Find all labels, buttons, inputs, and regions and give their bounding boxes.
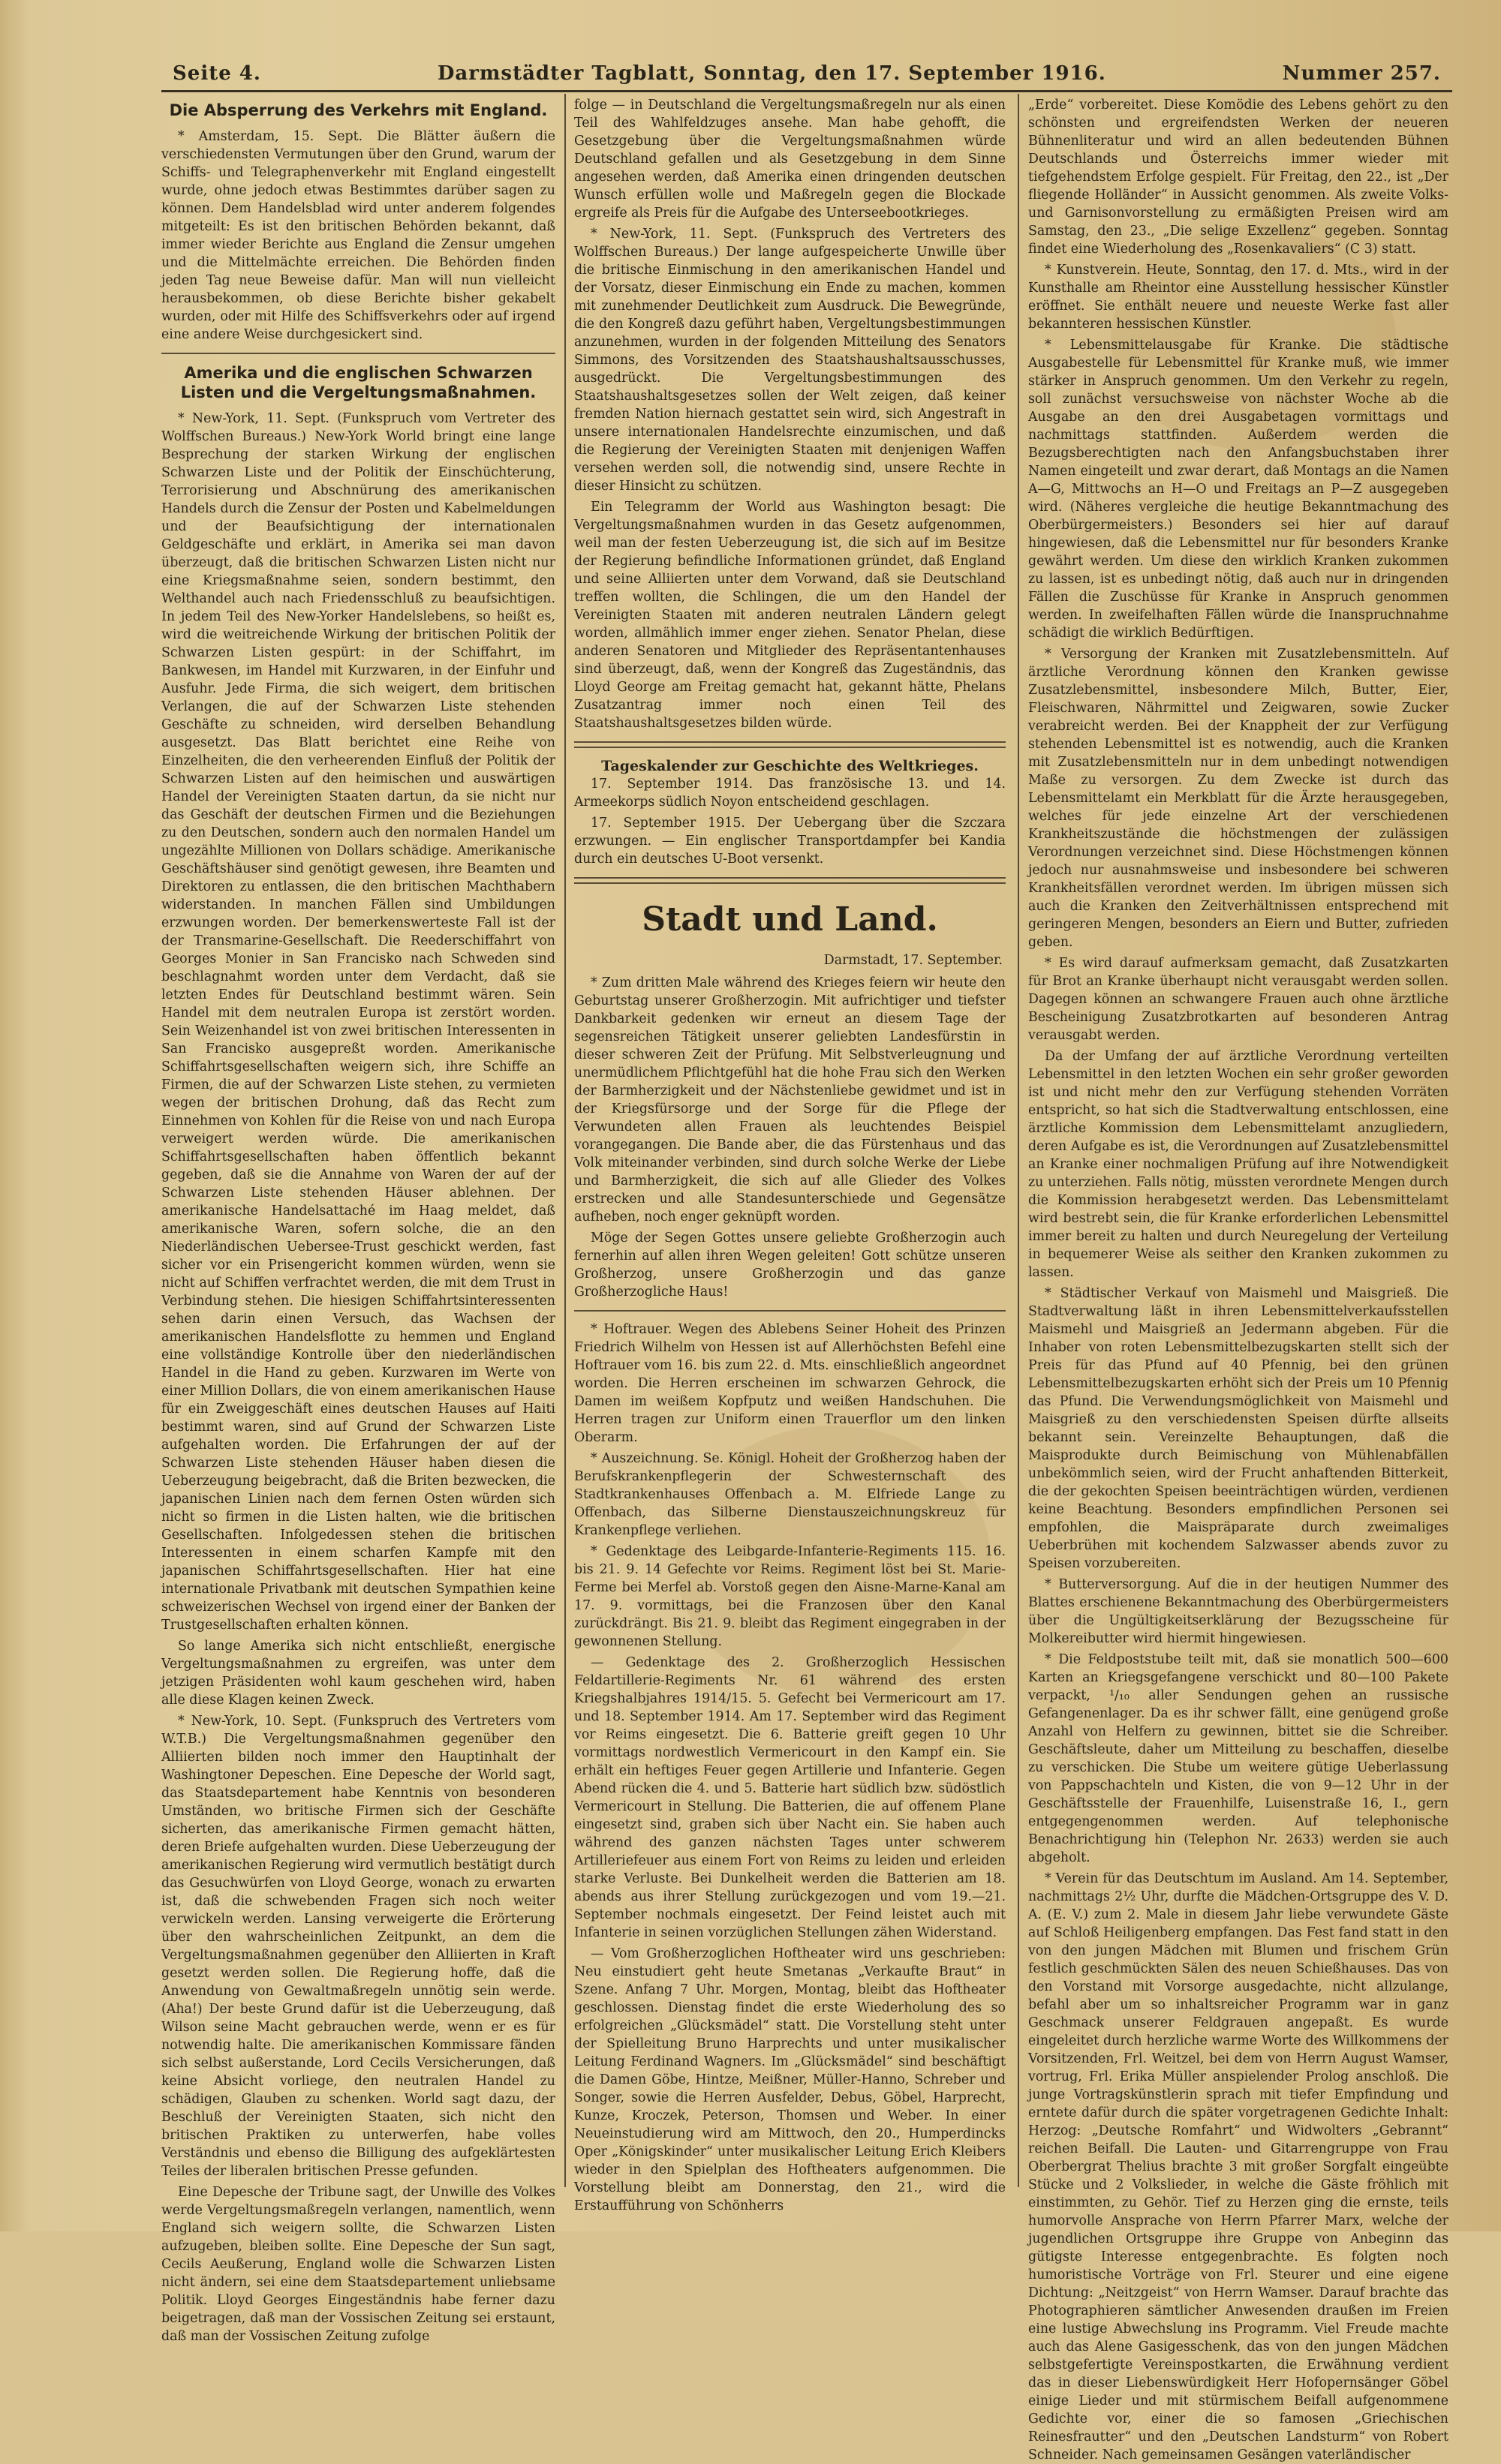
article-paragraph: — Gedenktage des 2. Großherzoglich Hessischen Feldartillerie-Regiments Nr. 61 während des ersten Kriegshalbjahres 1914/15. 5. Gefecht bei Vermericourt am 17. und 18. September 1914. Am 17. September wird das Regiment vor Reims eingesetzt. Die 6. Batterie greift gegen 10 Uhr vormittags nordwestlich Vermericourt in den Kampf ein. Sie erhält ein heftiges Feuer gegen Artillerie und Infanterie. Gegen Abend rücken die 4. und 5. Batterie hart südlich bzw. südöstlich Vermericourt in Stellung. Die Batterien, die auf offenem Plane eingesetzt sind, graben sich über Nacht ein. Sie haben auch während des ganzen nächsten Tages unter schwerem Artilleriefeuer aus einem Fort von Reims zu leiden und erleiden starke Verluste. Bei Dunkelheit werden die Batterien am 18. abends aus ihrer Stellung zurückgezogen und vom 19.—21. September nochmals eingesetzt. Der Feind leistet auch mit Infanterie in seinen vorzüglichen Stellungen zähen Widerstand. [574,1655,1006,1940]
article-paragraph: * Lebensmittelausgabe für Kranke. Die städtische Ausgabestelle für Lebensmittel für Kranke muß, wie immer stärker in Anspruch genommen. Um den Verkehr zu regeln, soll zunächst versuchsweise von nächster Woche ab die Ausgabe an den drei Ausgabetagen vormittags und nachmittags stattfinden. Außerdem werden die Bezugsberechtigten nach den Anfangsbuchstaben ihrer Namen eingeteilt und zwar derart, daß Montags an die Namen A—G, Mittwochs an H—O und Freitags an P—Z ausgegeben wird. (Näheres vergleiche die heutige Bekanntmachung des Oberbürgermeisters.) Besonders sei hier auf darauf hingewiesen, daß die Lebensmittel nur für besonders Kranke gewährt werden. Um diese den wirklich Kranken zukommen zu lassen, ist es unbedingt nötig, daß auch nur in dringenden Fällen die Zuschüsse für Kranke in Anspruch genommen werden. In zweifelhaften Fällen würde die Inanspruchnahme schädigt die wirklich Bedürftigen. [1028,338,1448,641]
section-title: Stadt und Land. [642,900,938,939]
article-paragraph: Ein Telegramm der World aus Washington besagt: Die Vergeltungsmaßnahmen wurden in das Gesetz aufgenommen, weil man der festen Ueberzeugung ist, die sich auf im Besitze der Regierung befindliche Informationen gründet, daß England und seine Alliierten unter dem Vorwand, daß sie Deutschland treffen wollten, die Schlingen, die um den Handel der Vereinigten Staaten mit anderen neutralen Ländern gelegt worden, allmählich immer enger ziehen. Senator Phelan, diese anderen Senatoren und Mitglieder des Repräsentantenhauses sind überzeugt, daß, wenn der Kongreß das Zugeständnis, das Lloyd George am Freitag gemacht hat, gekannt hätte, Phelans Zusatzantrag immer noch einen Teil des Staatshaushaltsgesetzes bilden würde. [574,500,1006,731]
article-paragraph: * New-York, 10. Sept. (Funkspruch des Vertreters vom W.T.B.) Die Vergeltungsmaßnahmen gegenüber den Alliierten bilden noch immer den Hauptinhalt der Washingtoner Depeschen. Eine Depesche der World sagt, das Staatsdepartement habe Kenntnis von besonderen Umständen, wo britische Firmen sich der Geschäfte sicherten, das amerikanische Firmen gemacht hätten, deren Briefe aufgehalten wurden. Diese Ueberzeugung der amerikanischen Regierung wird vermutlich bestätigt durch das Gesuchwürfen von Lloyd George, wonach zu erwarten ist, daß die schwebenden Fragen sich noch weiter verwickeln werden. Lansing verweigerte die Erörterung über den wahrscheinlichen Zeitpunkt, an dem die Vergeltungsmaßnahmen gegenüber den Alliierten in Kraft gesetzt werden sollen. Die Regierung hoffe, daß die Anwendung von Gewaltmaßregeln unnötig sein werde. (Aha!) Der beste Grund dafür ist die Ueberzeugung, daß Wilson seine Macht gebrauchen werde, wenn er es für notwendig halte. Die amerikanischen Kommissare fänden sich selbst außerstande, Lord Cecils Versicherungen, daß keine Absicht vorliege, den neutralen Handel zu schädigen, Glauben zu schenken. World sagt dazu, der Beschluß der Vereinigten Staaten, sich nicht den britischen Praktiken zu unterwerfen, habe volles Verständnis und ebenso die Billigung des aufgeklärtesten Teiles der liberalen britischen Presse gefunden. [161,1714,555,2179]
article-paragraph: Da der Umfang der auf ärztliche Verordnung verteilten Lebensmittel in den letzten Wochen ein sehr großer geworden ist und nicht mehr den zur Verfügung stehenden Vorräten entspricht, so hat sich die Stadtverwaltung entschlossen, eine ärztliche Kommission dem Lebensmittelamt anzugliedern, deren Aufgabe es ist, die Verordnungen auf Zusatzlebensmittel an Kranke einer nochmaligen Prüfung auf ihre Notwendigkeit zu unterziehen. Falls nötig, müssten verordnete Mengen durch die Kommission herabgesetzt werden. Das Lebensmittelamt wird bestrebt sein, die für Kranke erforderlichen Lebensmittel immer bereit zu halten und durch Neuregelung der Verteilung in bequemerer Weise als seither den Kranken zukommen zu lassen. [1028,1049,1448,1280]
article-paragraph: Eine Depesche der Tribune sagt, der Unwille des Volkes werde Vergeltungsmaßregeln verlangen, namentlich, wenn England sich weigern sollte, die Schwarzen Listen aufzugeben, bleiben sollte. Eine Depesche der Sun sagt, Cecils Aeußerung, England wolle die Schwarzen Listen nicht ändern, sei eine dem Staatsdepartement unliebsame Politik. Lloyd Georges Eingeständnis habe ferner dazu beigetragen, daß man der Vossischen Zeitung sei erstaunt, daß man der Vossischen Zeitung zufolge [161,2185,555,2344]
war-calendar-entry: 17. September 1915. Der Uebergang über die Szczara erzwungen. — Ein englischer Transportdampfer bei Kandia durch ein deutsches U-Boot versenkt. [574,816,1006,867]
article-paragraph: Möge der Segen Gottes unsere geliebte Großherzogin auch fernerhin auf allen ihren Wegen geleiten! Gott schütze unseren Großherzog, unsere Großherzogin und das ganze Großherzogliche Haus! [574,1230,1006,1300]
article-paragraph: * Zum dritten Male während des Krieges feiern wir heute den Geburtstag unserer Großherzogin. Mit aufrichtiger und tiefster Dankbarkeit gedenken wir erneut an diesem Tage der segensreichen Tätigkeit unserer geliebten Landesfürstin in dieser schweren Zeit der Prüfung. Mit Selbstverleugnung und unermüdlichem Pflichtgefühl hat die hohe Frau sich den Werken der Barmherzigkeit und der Nächstenliebe gewidmet und ist in der Kriegsfürsorge und der Sorge für die Pflege der Verwundeten allen Frauen als leuchtendes Beispiel vorangegangen. Die Bande aber, die das Fürstenhaus und das Volk miteinander verbinden, sind durch solche Werke der Liebe und Barmherzigkeit, die sich auf alle Glieder des Volkes erstrecken und alle Standesunterschiede und Gegensätze aufheben, noch enger geknüpft worden. [574,975,1006,1224]
column-2 [574,96,1006,2213]
article-paragraph: „Erde“ vorbereitet. Diese Komödie des Lebens gehört zu den schönsten und ergreifendsten Werken der neueren Bühnenliteratur und wird an allen bedeutenden Bühnen Deutschlands und Österreichs immer wieder mit tiefgehendstem Erfolge gespielt. Für Freitag, den 22., ist „Der fliegende Holländer“ in Aussicht genommen. Als zweite Volks- und Garnisonvorstellung zu ermäßigten Preisen wird am Samstag, den 23., „Die selige Exzellenz“ gegeben. Sonntag findet eine Wiederholung des „Rosenkavaliers“ (C 3) statt. [1028,98,1448,257]
article-paragraph: * Verein für das Deutschtum im Ausland. Am 14. September, nachmittags 2½ Uhr, durfte die Mädchen-Ortsgruppe des V. D. A. (E. V.) zum 2. Male in diesem Jahr liebe verwundete Gäste auf Schloß Heiligenberg empfangen. Das Fest fand statt in den von den jungen Mädchen mit Blumen und frischem Grün festlich geschmückten Sälen des neuen Schießhauses. Das von den Vorstand mit Vorsorge ausgedachte, nicht allzulange, befahl aber um so inhaltsreicher Programm war in ganz Geschmack unserer Feldgrauen angepaßt. Es wurde eingeleitet durch herzliche warme Worte des Willkommens der Vorsitzenden, Frl. Weitzel, bei dem von Herrn August Wamser, vortrug, Frl. Erika Müller anspielender Prolog anschloß. Die junge Vortragskünstlerin sprach mit tiefer Empfindung und erntete dafür durch die später vorgetragenen Gedichte Inhalt: Herzog: „Deutsche Romfahrt“ und Widwolters „Gebrannt“ reichen Beifall. Die Lauten- und Gitarrengruppe von Frau Oberbergrat Thelius brachte 3 mit großer Sorgfalt eingeübte Stücke und 2 Volkslieder, in welche die Gäste fröhlich mit einstimmten, zu Gehör. Tief zu Herzen ging die ernste, teils humorvolle Ansprache von Herrn Pfarrer Marx, welche der jugendlichen Ortsgruppe ihre Gruppe von Anbeginn das gütigste Interesse entgegenbrachte. Es folgten noch humoristische Vorträge von Frl. Steurer und eine eigene Dichtung: „Neitzgeist“ von Herrn Wamser. Darauf brachte das Photographieren sämtlicher Anwesenden draußen im Freien eine lustige Abwechslung ins Programm. Viel Freude machte auch das Alene Gasigesschenk, das von den jungen Mädchen selbstgefertigte Vereinspostkarten, die Erwähnung verdient das in dieser Liebenswürdigkeit Herr Hofopernsänger Göbel einige Lieder und mit stürmischem Beifall aufgenommene Gedichte vor, einer die so famosen „Griechischen Reinesfrautter“ und den „Deutschen Landsturm“ von Robert Schneider. Nach gemeinsamen Gesängen vaterländischer [1028,1871,1448,2462]
article-paragraph: * Versorgung der Kranken mit Zusatzlebensmitteln. Auf ärztliche Verordnung können den Kranken gewisse Zusatzlebensmittel, insbesondere Milch, Butter, Eier, Fleischwaren, Nährmittel und Zeigwaren, sowie Zucker verabreicht werden. Bei der Knappheit der zur Verfügung stehenden Lebensmittel ist es notwendig, auch die Kranken mit Zusatzlebensmitteln nur in dem unbedingt notwendigen Maße zu versorgen. Zu dem Zwecke ist durch das Lebensmittelamt ein Merkblatt für die Ärzte herausgegeben, welches für jede einzelne Art der verschiedenen Krankheitszustände die höchstmengen der zulässigen Verordnungen verzeichnet sind. Diese Höchstmengen können jedoch nur ausnahmsweise und insbesondere bei schweren Krankheitsfällen verordnet werden. Im übrigen müssen sich auch die Kranken den Zeitverhältnissen entsprechend mit geringeren Mengen, besonders an Eiern und Butter, zufrieden geben. [1028,647,1448,950]
war-calendar-entry: 17. September 1914. Das französische 13. und 14. Armeekorps südlich Noyon entscheidend geschlagen. [574,777,1006,810]
page-header [173,59,1441,89]
dateline: Darmstadt, 17. September. [823,953,1003,968]
article-paragraph: * New-York, 11. Sept. (Funkspruch vom Vertreter des Wolffschen Bureaus.) New-York World bringt eine lange Besprechung der starken Wirkung der englischen Schwarzen Liste und der Politik der Einschüchterung, Terrorisierung und Abschnürung des amerikanischen Handels durch die Zensur der Posten und Kabelmeldungen und der Beaufsichtigung der internationalen Geldgeschäfte und erklärt, in Amerika sei man davon überzeugt, daß die britischen Schwarzen Listen nicht nur eine Kriegsmaßnahme seien, sondern bestimmt, den Welthandel auch nach Friedensschluß zu beaufsichtigen. In jedem Teil des New-Yorker Handelslebens, so heißt es, wird die weitreichende Wirkung der britischen Politik der Schwarzen Listen gespürt: in der Schiffahrt, im Bankwesen, im Handel mit Kurzwaren, in der Einfuhr und Ausfuhr. Jede Firma, die sich weigert, dem britischen Verlangen, die auf der Schwarzen Liste stehenden Geschäfte zu schneiden, wird derselben Behandlung ausgesetzt. Das Blatt berichtet eine Reihe von Einzelheiten, die den verheerenden Einfluß der Politik der Schwarzen Listen auf den heimischen und auswärtigen Handel der Vereinigten Staaten dartun, da sie nicht nur das Geschäft der deutschen Firmen und die Beziehungen zu den Deutschen, sondern auch den normalen Handel um ungezählte Millionen von Dollars schädige. Amerikanische Geschäftshäuser sind genötigt gewesen, ihre Beamten und Direktoren zu entlassen, die den britischen Machthabern widerstanden. In manchen Fällen sind Umbildungen erzwungen worden. Der bemerkenswerteste Fall ist der der Transmarine-Gesellschaft. Die Reederschiffahrt von Georges Monier in San Francisko nach Schweden sind beschlagnahmt worden unter dem Verdacht, daß sie letzten Endes für Deutschland bestimmt wären. Sein Handel mit dem neutralen Europa ist zerstört worden. Sein Weizenhandel ist von zwei britischen Interessenten in San Francisko ausgepreßt worden. Amerikanische Schiffahrtsgesellschaften weigern sich, ihre Schiffe an Firmen, die auf der Schwarzen Liste stehen, zu vermieten wegen der britischen Drohung, daß das Recht zum Einnehmen von Kohlen für die Reise von und nach Europa verweigert werden würde. Die amerikanischen Schiffahrtsgesellschaften haben öffentlich bekannt gegeben, daß sie die Annahme von Waren der auf der Schwarzen Liste stehenden Häuser ablehnen. Der amerikanische Handelsattaché im Haag meldet, daß amerikanische Waren, sofern solche, die an den Niederländischen Uebersee-Trust geschickt werden, fast sicher vor ein Prisengericht kommen würden, wenn sie nicht auf Schiffen verfrachtet werden, die mit dem Trust in Verbindung stehen. Die hiesigen Schiffahrtsinteressenten sehen darin einen Versuch, das Wachsen der amerikanischen Handelsflotte zu hemmen und England eine vollständige Kontrolle über den niederländischen Handel in die Hand zu geben. Kurzwaren im Werte von einer Million Dollars, die von einem amerikanischen Hause für ein Zweiggeschäft eines deutschen Hauses auf Haiti bestimmt waren, sind auf Grund der Schwarzen Liste aufgehalten worden. Die Erfahrungen der auf der Schwarzen Liste stehenden Häuser haben diesen die Ueberzeugung beigebracht, daß die Briten bezwecken, die japanischen Linien nach dem fernen Osten würden sich nicht so firmen in die Listen halten, wie die britischen Gesellschaften. Infolgedessen stehen die britischen Interessenten in einem scharfen Kampfe mit den japanischen Schiffahrtsgesellschaften. Hier hat eine internationale Privatbank mit deutschen Sympathien keine schweizerischen Wechsel von irgend einer der Banken der Trustgesellschaften erhalten können. [161,411,555,1633]
column-1 [161,96,555,2344]
article-paragraph: * Auszeichnung. Se. Königl. Hoheit der Großherzog haben der Berufskrankenpflegerin der Schwesternschaft des Stadtkrankenhauses Offenbach a. M. Elfriede Lange zu Offenbach, das Silberne Dienstauszeichnungskreuz für Krankenpflege verliehen. [574,1451,1006,1538]
header-rule [161,90,1452,92]
section-divider [574,741,1006,748]
page-number: Seite 4. [173,62,261,85]
article-paragraph: * Amsterdam, 15. Sept. Die Blätter äußern die verschiedensten Vermutungen über den Grund, warum der Schiffs- und Telegraphenverkehr mit England eingestellt wurde, ohne jedoch etwas Bestimmtes darüber sagen zu können. Dem Handelsblad wird unter anderem folgendes mitgeteilt: Es ist den britischen Behörden bekannt, daß immer wieder Berichte aus England die Zensur umgehen und die Mittelmächte erreichen. Die Behörden finden jeden Tag neue Beweise dafür. Man will nun vielleicht herausbekommen, ob diese Berichte bisher gekabelt wurden, oder mit Hilfe des Schiffsverkehrs oder auf irgend eine andere Weise durchgesickert sind. [161,129,555,342]
article-headline: Die Absperrung des Verkehrs mit England. [169,101,548,119]
masthead-line: Darmstädter Tagblatt, Sonntag, den 17. September 1916. [437,62,1106,85]
article-paragraph: — Vom Großherzoglichen Hoftheater wird uns geschrieben: Neu einstudiert geht heute Smetanas „Verkaufte Braut“ in Szene. Anfang 7 Uhr. Morgen, Montag, bleibt das Hoftheater geschlossen. Dienstag findet die erste Wiederholung des so erfolgreichen „Glücksmädel“ statt. Die Vorstellung steht unter der Spielleitung Bruno Harprechts und unter musikalischer Leitung Ferdinand Wagners. Im „Glücksmädel“ sind beschäftigt die Damen Göbe, Hintze, Meißner, Müller-Hanno, Schreber und Songer, sowie die Herren Ausfelder, Debus, Göbel, Harprecht, Kunze, Kroczek, Peterson, Thomsen und Weber. In einer Neueinstudierung wird am Mittwoch, den 20., Humperdincks Oper „Königskinder“ unter musikalischer Leitung Erich Kleibers wieder in den Spielplan des Hoftheaters aufgenommen. Die Vorstellung bleibt am Donnerstag, den 21., wird die Erstaufführung von Schönherrs [574,1946,1006,2213]
article-paragraph: * New-York, 11. Sept. (Funkspruch des Vertreters des Wolffschen Bureaus.) Der lange aufgespeicherte Unwille über die britische Einmischung in den amerikanischen Handel und der Vorsatz, dieser Einmischung ein Ende zu machen, kommen mit zunehmender Deutlichkeit zum Ausdruck. Die Bewegründe, die den Kongreß dazu geführt haben, Vergeltungsbestimmungen anzunehmen, wurden in der folgenden Mitteilung des Senators Simmons, des Vorsitzenden des Staatshaushaltsausschusses, ausgedrückt. Die Vergeltungsbestimmungen des Staatshaushaltsgesetzes sollen der Welt zeigen, daß keiner fremden Nation hiernach gestattet sein wird, sich Angestraft in unsere internationalen Handelsrechte einzumischen, und daß die Regierung der Vereinigten Staaten mit denjenigen Waffen versehen werden soll, die notwendig sind, unsere Rechte in dieser Hinsicht zu schützen. [574,227,1006,494]
article-paragraph: * Die Feldpoststube teilt mit, daß sie monatlich 500—600 Karten an Kriegsgefangene verschickt und 80—100 Pakete verpackt, ¹/₁₀ aller Sendungen gehen an russische Gefangenenlager. Da es ihr schwer fällt, eine genügend große Anzahl von Helfern zu gewinnen, bittet sie die Schreiber. Geschäftsleute, daher um Mitteilung zu beschaffen, dieselbe zu verschicken. Die Stube um weitere gütige Ueberlassung von Pappschachteln und Kisten, die von 9—12 Uhr in der Geschäftsstelle der Frauenhilfe, Luisenstraße 16, I., gern entgegengenommen werden. Auf telephonische Benachrichtigung hin (Telephon Nr. 2633) werden sie auch abgeholt. [1028,1652,1448,1865]
article-paragraph: * Es wird darauf aufmerksam gemacht, daß Zusatzkarten für Brot an Kranke überhaupt nicht verausgabt werden sollen. Dagegen können an schwangere Frauen auch ohne ärztliche Bescheinigung Zusatzbrotkarten auf besonderen Antrag verausgabt werden. [1028,956,1448,1043]
article-paragraph: * Städtischer Verkauf von Maismehl und Maisgrieß. Die Stadtverwaltung läßt in ihren Lebensmittelverkaufsstellen Maismehl und Maisgrieß an Jedermann abgeben. Für die Inhaber von roten Lebensmittelbezugskarten stellt sich der Preis für das Pfund auf 40 Pfennig, bei den grünen Lebensmittelbezugskarten erhöht sich der Preis um 10 Pfennig das Pfund. Die Verwendungsmöglichkeit von Maismehl und Maisgrieß zu den verschiedensten Speisen dürfte allseits bekannt sein. Vereinzelte Behauptungen, daß die Maisprodukte durch Beimischung von Mühlenabfällen unbekömmlich seien, wird der Frucht anhaftenden Bitterkeit, die der gekochten Speisen beeinträchtigen würden, verdienen keine Beachtung. Besonders empfindlichen Personen sei empfohlen, die Maispräparate durch zweimaliges Ueberbrühen mit kochendem Salzwasser abends zuvor zu Speisen vorzubereiten. [1028,1286,1448,1571]
issue-number: Nummer 257. [1282,62,1441,85]
article-paragraph: * Hoftrauer. Wegen des Ablebens Seiner Hoheit des Prinzen Friedrich Wilhelm von Hessen ist auf Allerhöchsten Befehl eine Hoftrauer vom 16. bis zum 22. d. Mts. einschließlich angeordnet worden. Die Herren erscheinen im schwarzen Gehrock, die Damen im weißem Kopfputz und weißen Handschuhen. Die Herren tragen zur Uniform einen Trauerflor um den linken Oberarm. [574,1322,1006,1445]
article-divider [161,353,555,354]
article-paragraph: * Butterversorgung. Auf die in der heutigen Nummer des Blattes erschienene Bekanntmachung des Oberbürgermeisters über die Ungültigkeitserklärung der Bezugsscheine für Molkereibutter wird hiermit hingewiesen. [1028,1577,1448,1646]
article-paragraph: * Gedenktage des Leibgarde-Infanterie-Regiments 115. 16. bis 21. 9. 14 Gefechte vor Reims. Regiment löst bei St. Marie-Ferme bei Merfel ab. Vorstoß gegen den Aisne-Marne-Kanal am 17. 9. vormittags, bei die Franzosen über den Kanal zurückdrängt. Bis 21. 9. bleibt das Regiment eingegraben in der gewonnenen Stellung. [574,1544,1006,1649]
column-divider [564,94,566,2187]
article-headline: Amerika und die englischen Schwarzen Listen und die Vergeltungsmaßnahmen. [180,364,537,401]
section-divider [574,877,1006,884]
article-divider [574,1310,1006,1312]
article-paragraph: * Kunstverein. Heute, Sonntag, den 17. d. Mts., wird in der Kunsthalle am Rheintor eine Ausstellung hessischer Künstler eröffnet. Sie enthält neuere und neueste Werke fast aller bekannteren hessischen Künstler. [1028,263,1448,332]
column-divider [1018,94,1019,2187]
article-paragraph: So lange Amerika sich nicht entschließt, energische Vergeltungsmaßnahmen zu ergreifen, was unter dem jetzigen Präsidenten wohl kaum geschehen wird, haben alle diese Klagen keinen Zweck. [161,1639,555,1708]
article-paragraph: folge — in Deutschland die Vergeltungsmaßregeln nur als einen Teil des Wahlfeldzuges ansehe. Man habe gehofft, die Gesetzgebung über die Vergeltungsmaßnahmen würde Deutschland gefallen und als Gesetzgebung in dem Sinne angesehen werden, daß Amerika einen dringenden deutschen Wunsch erfüllen wolle und Maßregeln gegen die Blockade ergreife als Preis für die Aufgabe des Unterseebootkrieges. [574,98,1006,221]
column-3 [1028,96,1448,2462]
war-calendar-title: Tageskalender zur Geschichte des Weltkrieges. [601,758,979,774]
